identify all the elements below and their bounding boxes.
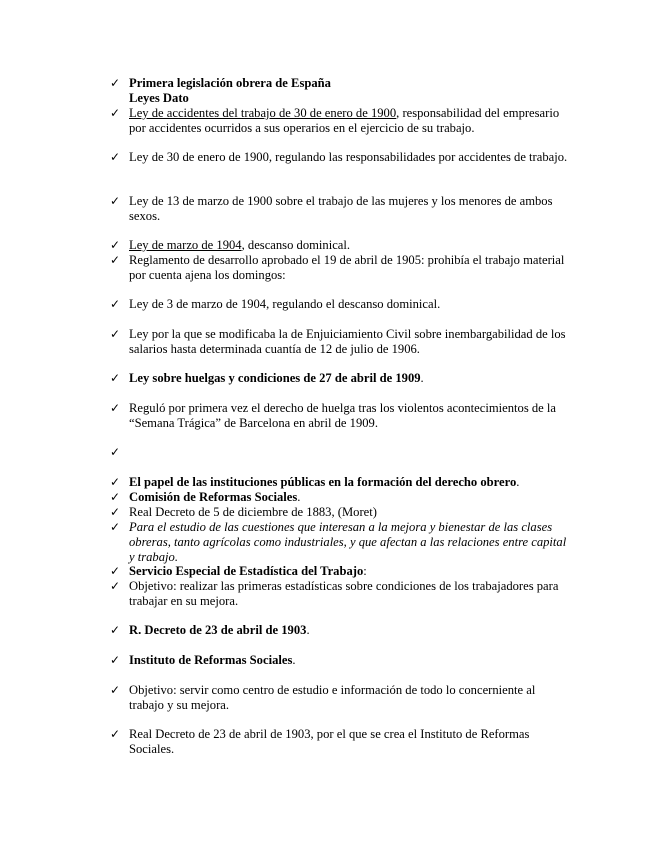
list-item <box>110 194 570 224</box>
list-text: Real Decreto de 5 de diciembre de 1883, (Moret) <box>129 505 377 519</box>
list-text: . <box>292 653 296 667</box>
list-text: Objetivo: realizar las primeras estadísticas sobre condiciones de los trabajadores para trabajar en su mejora. <box>129 579 559 608</box>
heading-comision-reformas: Comisión de Reformas Sociales <box>129 490 298 504</box>
list-item <box>110 238 570 253</box>
checkmark-icon: ✓ <box>110 327 121 341</box>
checkmark-icon: ✓ <box>110 564 121 578</box>
list-item <box>110 76 570 106</box>
list-text: . <box>297 490 301 504</box>
checkmark-icon: ✓ <box>110 76 121 90</box>
checkmark-icon: ✓ <box>110 505 121 519</box>
list-item <box>110 253 570 283</box>
list-text: Reguló por primera vez el derecho de huelga tras los violentos acontecimientos de la “Semana Trágica” de Barcelona en abril de 1909. <box>129 401 556 430</box>
list-item <box>110 520 570 565</box>
checkmark-icon: ✓ <box>110 401 121 415</box>
list-item <box>110 327 570 357</box>
list-text: Objetivo: servir como centro de estudio e información de todo lo concerniente al trabajo y su mejora. <box>129 683 536 712</box>
checkmark-icon: ✓ <box>110 579 121 593</box>
list-item <box>110 401 570 431</box>
checkmark-icon: ✓ <box>110 520 121 534</box>
list-text: . <box>306 623 310 637</box>
list-text: . <box>420 371 424 385</box>
list-text: Ley de 30 de enero de 1900, regulando las responsabilidades por accidentes de trabajo. <box>129 150 568 164</box>
checkmark-icon: ✓ <box>110 623 121 637</box>
heading-instituto-reformas: Instituto de Reformas Sociales <box>129 653 293 667</box>
checkmark-icon: ✓ <box>110 727 121 741</box>
list-text: Ley de 13 de marzo de 1900 sobre el trabajo de las mujeres y los menores de ambos sexos. <box>129 194 553 223</box>
subheading-leyes-dato: Leyes Dato <box>129 91 189 105</box>
checkmark-icon: ✓ <box>110 106 121 120</box>
checkmark-icon: ✓ <box>110 150 121 164</box>
heading-primera-legislacion: Primera legislación obrera de España <box>129 76 331 90</box>
heading-ley-huelgas: Ley sobre huelgas y condiciones de 27 de abril de 1909 <box>129 371 421 385</box>
checkmark-icon: ✓ <box>110 475 121 489</box>
list-item <box>110 623 570 638</box>
list-text-italic: Para el estudio de las cuestiones que interesan a la mejora y bienestar de las clases obreras, tanto agrícolas como industriales, y que afectan a las relaciones entre capital y trabajo. <box>129 520 567 564</box>
list-text: Ley por la que se modificaba la de Enjuiciamiento Civil sobre inembargabilidad de los salarios hasta determinada cuantía de 12 de julio de 1906. <box>129 327 566 356</box>
list-item <box>110 653 570 668</box>
list-item <box>110 683 570 713</box>
checkmark-icon: ✓ <box>110 253 121 267</box>
list-text: Real Decreto de 23 de abril de 1903, por el que se crea el Instituto de Reformas Sociales. <box>129 727 530 756</box>
heading-real-decreto-1903: R. Decreto de 23 de abril de 1903 <box>129 623 307 637</box>
list-item <box>110 106 570 136</box>
list-text: . <box>516 475 520 489</box>
list-item <box>110 727 570 757</box>
list-text: : <box>363 564 367 578</box>
law-link: Ley de accidentes del trabajo de 30 de enero de 1900 <box>129 106 397 120</box>
list-text: Reglamento de desarrollo aprobado el 19 de abril de 1905: prohibía el trabajo material por cuenta ajena los domingos: <box>129 253 565 282</box>
list-item <box>110 150 570 165</box>
list-item <box>110 579 570 609</box>
list-text: Ley de 3 de marzo de 1904, regulando el descanso dominical. <box>129 297 441 311</box>
list-text: , responsabilidad del empresario por accidentes ocurridos a sus operarios en el ejercicio de su trabajo. <box>129 106 560 135</box>
checkmark-icon: ✓ <box>110 371 121 385</box>
checkmark-icon: ✓ <box>110 445 121 459</box>
checkmark-icon: ✓ <box>110 653 121 667</box>
heading-servicio-estadistica: Servicio Especial de Estadística del Trabajo <box>129 564 364 578</box>
list-item <box>110 297 570 312</box>
list-item <box>110 371 570 386</box>
checkmark-icon: ✓ <box>110 490 121 504</box>
checkmark-icon: ✓ <box>110 297 121 311</box>
list-text: , descanso dominical. <box>241 238 351 252</box>
checkmark-icon: ✓ <box>110 683 121 697</box>
list-item <box>110 505 570 520</box>
checkmark-icon: ✓ <box>110 194 121 208</box>
heading-instituciones-publicas: El papel de las instituciones públicas en la formación del derecho obrero <box>129 475 517 489</box>
checkmark-icon: ✓ <box>110 238 121 252</box>
list-item <box>110 490 570 505</box>
list-item <box>110 564 570 579</box>
law-link: Ley de marzo de 1904 <box>129 238 242 252</box>
list-item <box>110 475 570 490</box>
